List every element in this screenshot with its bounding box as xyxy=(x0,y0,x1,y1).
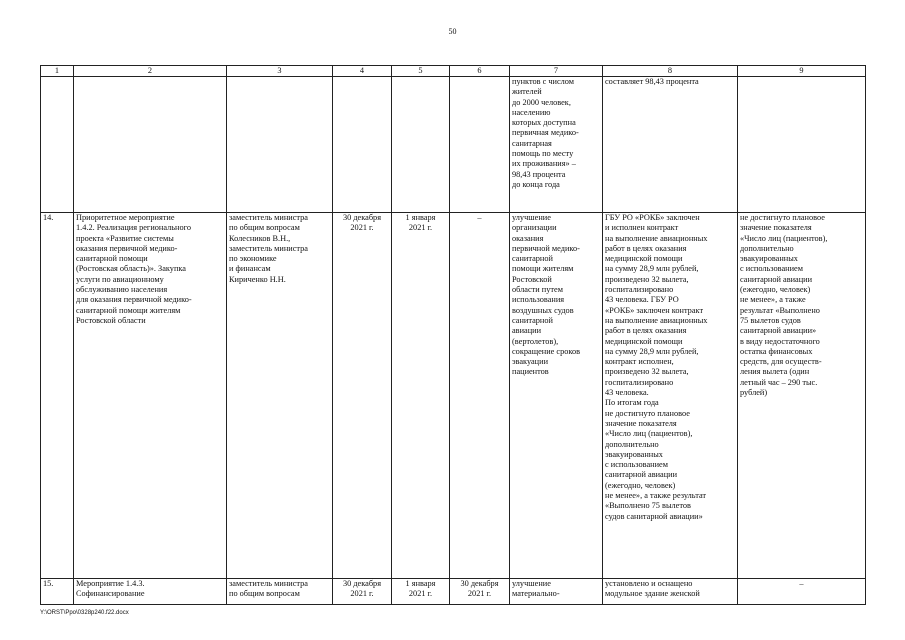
column-number-header xyxy=(41,66,866,77)
planned-end-cell: 30 декабря 2021 г. xyxy=(333,213,392,579)
actual-start-cell xyxy=(392,77,450,213)
header-cell: 5 xyxy=(392,66,450,77)
file-path-footer: Y:\ORST\Ppo\0328p240.f22.docx xyxy=(40,610,129,616)
table-row xyxy=(41,579,866,605)
header-cell: 8 xyxy=(603,66,738,77)
table-row xyxy=(41,213,866,579)
actual-end-cell: – xyxy=(450,213,510,579)
activity-cell xyxy=(74,77,227,213)
actual-end-cell xyxy=(450,77,510,213)
planned-end-cell xyxy=(333,77,392,213)
actual-result-cell: ГБУ РО «РОКБ» заключен и исполнен контракт на выполнение авиационных работ в целях оказания медицинской помощи на сумму 28,9 млн рублей, произведено 32 вылета, госпитализировано 43 человека. ГБУ РО «РОКБ» заключен контракт на выполнение авиационных работ в целях оказания медицинской помощи на сумму 28,9 млн рублей, контракт исполнен, произведено 32 вылета, госпитализировано 43 человека. По итогам года не достигнуто плановое значение показателя «Число лиц (пациентов), дополнительно эвакуированных с использованием санитарной авиации (ежегодно, человек) не менее», а также результат «Выполнено 75 вылетов судов санитарной авиации» xyxy=(603,213,738,579)
page-number: 50 xyxy=(448,27,457,36)
header-cell: 6 xyxy=(450,66,510,77)
actual-start-cell: 1 января 2021 г. xyxy=(392,213,450,579)
header-cell: 1 xyxy=(41,66,74,77)
row-number xyxy=(41,77,74,213)
reason-cell xyxy=(738,77,866,213)
expected-result-cell: улучшение организации оказания первичной медико- санитарной помощи жителям Ростовской области путем использования воздушных судов санитарной авиации (вертолетов), сокращение сроков эвакуации пациентов xyxy=(510,213,603,579)
expected-result-cell: улучшение материально- xyxy=(510,579,603,605)
actual-result-cell: установлено и оснащено модульное здание женской xyxy=(603,579,738,605)
header-cell: 3 xyxy=(227,66,333,77)
actual-start-cell: 1 января 2021 г. xyxy=(392,579,450,605)
actual-result-cell: составляет 98,43 процента xyxy=(603,77,738,213)
row-number: 15. xyxy=(41,579,74,605)
reason-cell: не достигнуто плановое значение показателя «Число лиц (пациентов), дополнительно эвакуированных с использованием санитарной авиации (ежегодно, человек) не менее», а также результат «Выполнено 75 вылетов судов санитарной авиации» в виду недостаточного остатка финансовых средств, для осуществ- ления вылета (один летный час – 290 тыс. рублей) xyxy=(738,213,866,579)
planned-end-cell: 30 декабря 2021 г. xyxy=(333,579,392,605)
table-row xyxy=(41,77,866,213)
responsible-cell: заместитель министра по общим вопросам Колесников В.Н., заместитель министра по экономике и финансам Кириченко Н.Н. xyxy=(227,213,333,579)
responsible-cell xyxy=(227,77,333,213)
expected-result-cell: пунктов с числом жителей до 2000 человек, населению которых доступна первичная медико- санитарная помощь по месту их проживания» – 98,43 процента до конца года xyxy=(510,77,603,213)
reason-cell: – xyxy=(738,579,866,605)
activity-cell: Приоритетное мероприятие 1.4.2. Реализация регионального проекта «Развитие системы оказания первичной медико- санитарной помощи (Ростовская область)». Закупка услуги по авиационному обслуживанию населения для оказания первичной медико- санитарной помощи жителям Ростовской области xyxy=(74,213,227,579)
row-number: 14. xyxy=(41,213,74,579)
header-cell: 9 xyxy=(738,66,866,77)
activity-cell: Мероприятие 1.4.3. Софинансирование xyxy=(74,579,227,605)
header-cell: 2 xyxy=(74,66,227,77)
responsible-cell: заместитель министра по общим вопросам xyxy=(227,579,333,605)
actual-end-cell: 30 декабря 2021 г. xyxy=(450,579,510,605)
header-cell: 4 xyxy=(333,66,392,77)
report-table xyxy=(40,65,866,605)
header-cell: 7 xyxy=(510,66,603,77)
